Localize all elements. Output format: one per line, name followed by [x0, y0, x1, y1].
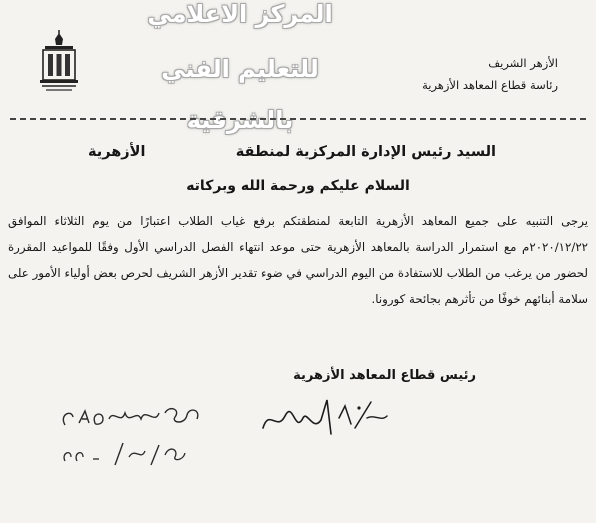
signatory-title: رئيس قطاع المعاهد الأزهرية [293, 368, 476, 383]
addressee-prefix: السيد رئيس الإدارة المركزية لمنطقة [235, 144, 496, 160]
overlay-line-2: للتعليم الفني [161, 55, 319, 83]
header-separator [10, 118, 586, 120]
sector-name: رئاسة قطاع المعاهد الأزهرية [422, 78, 558, 92]
overlay-line-1: المركز الاعلامي [147, 0, 333, 28]
handwritten-reference-note [55, 395, 215, 480]
greeting: السلام عليكم ورحمة الله وبركاته [186, 178, 410, 194]
addressee-suffix: الأزهرية [88, 144, 146, 160]
handwritten-signature [255, 388, 395, 448]
institution-name: الأزهر الشريف [488, 56, 558, 70]
overlay-line-3: بالشرقية [186, 106, 294, 134]
letter-body: يرجى التنبيه على جميع المعاهد الأزهرية التابعة لمنطقتكم برفع غياب الطلاب اعتبارًا من يوم الثلاثاء الموافق ٢٠٢٠/١٢/٢٢م مع استمرار الدراسة بالمعاهد الأزهرية حتى موعد انتهاء الفصل الدراسي الأول وفقًا للمواعيد المقررة لحضور من يرغب من الطلاب للاستفادة من اليوم الدراسي في ضوء تقدير الأزهر الشريف لحرص بعض أولياء الأمور على سلامة أبنائهم خوفًا من تأثرهم بجائحة كورونا. [8, 214, 588, 306]
azhar-logo-icon [32, 30, 86, 94]
